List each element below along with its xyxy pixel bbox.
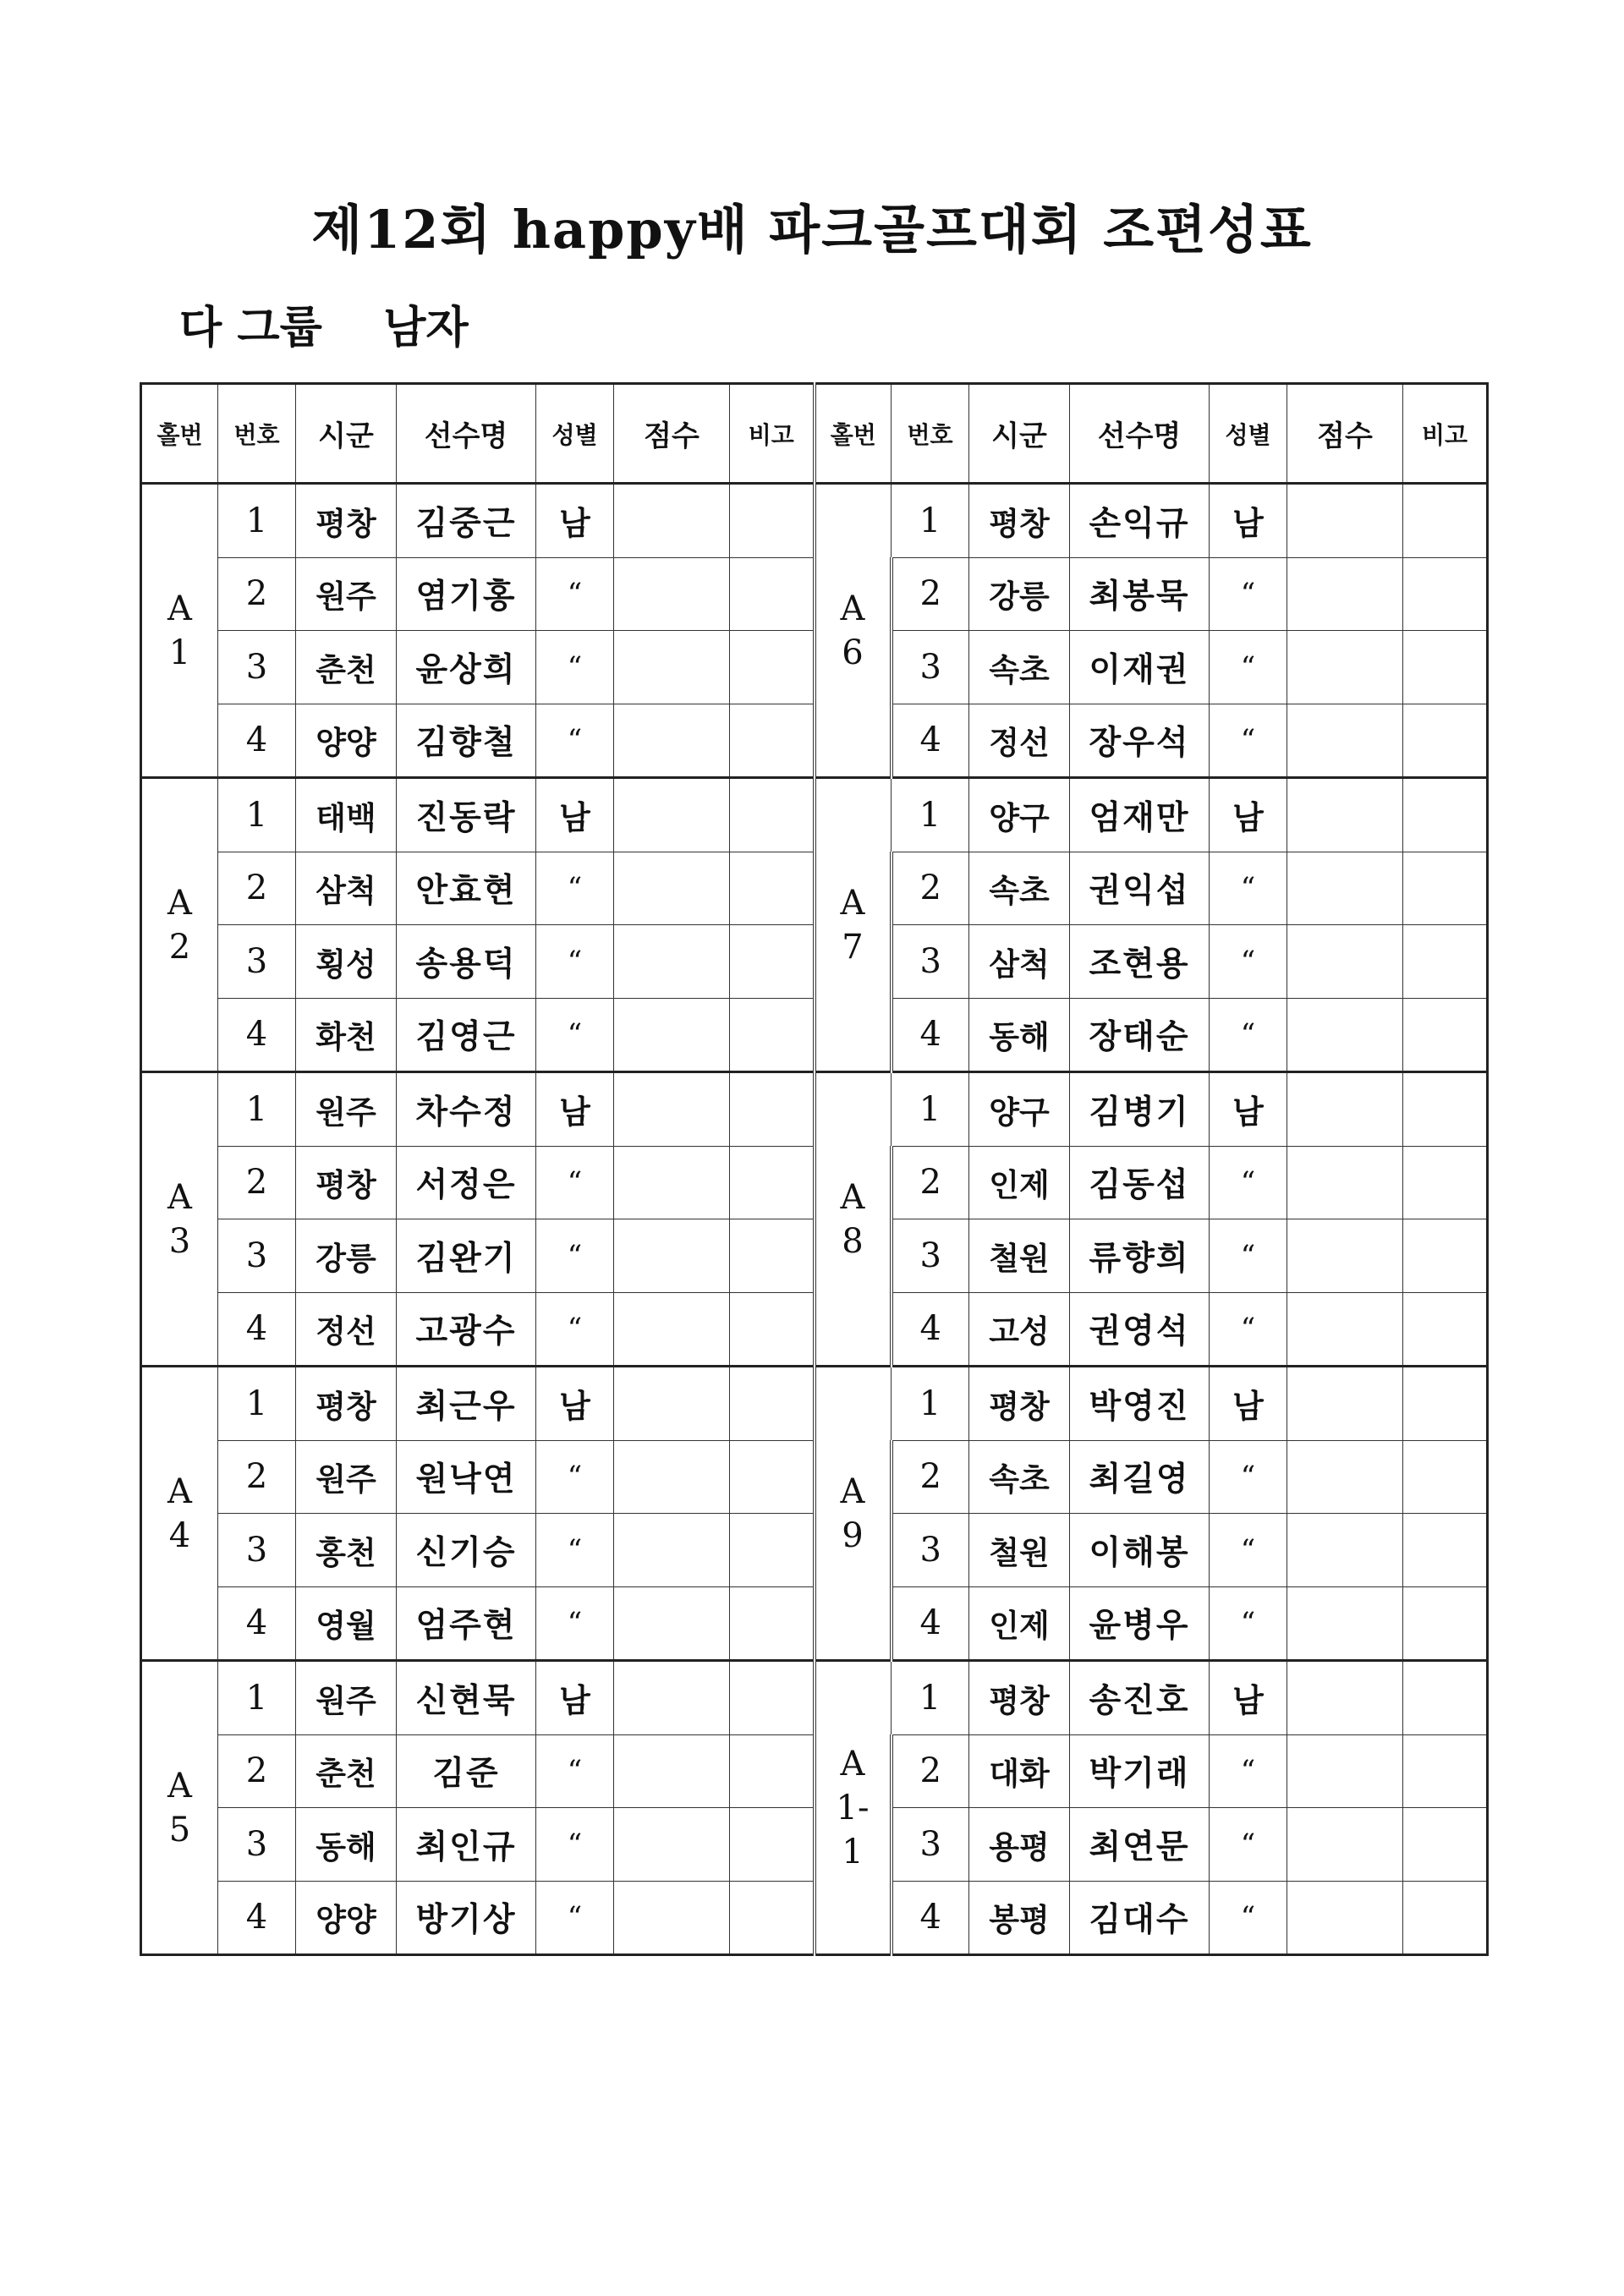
player-city: 속초 — [969, 852, 1070, 925]
header-city: 시군 — [296, 384, 397, 484]
remarks-cell[interactable] — [730, 704, 815, 778]
player-number: 3 — [218, 925, 296, 999]
player-gender: 남 — [536, 1661, 614, 1735]
hole-label: 1 — [842, 1832, 864, 1871]
player-number: 2 — [892, 1734, 969, 1808]
player-number: 3 — [892, 1808, 969, 1882]
score-cell[interactable] — [1287, 1881, 1403, 1955]
score-cell[interactable] — [1287, 1586, 1403, 1661]
page-title: 제12회 happy배 파크골프대회 조편성표 — [311, 199, 1313, 260]
player-gender: “ — [536, 1292, 614, 1367]
player-name: 장우석 — [1070, 704, 1210, 778]
hole-label: A — [840, 1744, 865, 1784]
player-city: 평창 — [296, 1146, 397, 1219]
player-city: 양구 — [969, 778, 1070, 852]
score-cell[interactable] — [1287, 557, 1403, 631]
player-city: 속초 — [969, 1440, 1070, 1514]
player-city: 철원 — [969, 1219, 1070, 1293]
player-city: 동해 — [296, 1808, 397, 1882]
player-city: 인제 — [969, 1146, 1070, 1219]
player-number: 1 — [892, 1661, 969, 1735]
remarks-cell[interactable] — [1403, 1661, 1488, 1735]
table-row — [141, 778, 1488, 852]
remarks-cell[interactable] — [1403, 1881, 1488, 1955]
player-city: 평창 — [969, 484, 1070, 558]
score-cell[interactable] — [614, 1661, 730, 1735]
hole-label: A — [167, 883, 192, 923]
player-name: 이재권 — [1070, 631, 1210, 704]
player-name: 고광수 — [397, 1292, 536, 1367]
score-cell[interactable] — [614, 925, 730, 999]
hole-label: A — [840, 589, 865, 628]
player-gender: “ — [536, 925, 614, 999]
table-row — [141, 1072, 1488, 1147]
player-city: 동해 — [969, 998, 1070, 1072]
remarks-cell[interactable] — [1403, 1146, 1488, 1219]
remarks-cell[interactable] — [730, 778, 815, 852]
player-gender: “ — [1210, 704, 1287, 778]
player-gender: “ — [1210, 1881, 1287, 1955]
player-number: 3 — [218, 1514, 296, 1587]
player-gender: “ — [536, 1808, 614, 1882]
remarks-cell[interactable] — [730, 1219, 815, 1293]
player-number: 3 — [218, 1219, 296, 1293]
player-number: 2 — [892, 852, 969, 925]
player-name: 최길영 — [1070, 1440, 1210, 1514]
player-name: 최봉묵 — [1070, 557, 1210, 631]
header-city: 시군 — [969, 384, 1070, 484]
player-gender: “ — [536, 704, 614, 778]
player-name: 차수정 — [397, 1072, 536, 1147]
player-gender: “ — [536, 1881, 614, 1955]
player-name: 손익규 — [1070, 484, 1210, 558]
player-name: 방기상 — [397, 1881, 536, 1955]
player-number: 2 — [218, 852, 296, 925]
remarks-cell[interactable] — [730, 1440, 815, 1514]
player-name: 송진호 — [1070, 1661, 1210, 1735]
player-city: 춘천 — [296, 1734, 397, 1808]
player-gender: “ — [1210, 852, 1287, 925]
score-cell[interactable] — [1287, 1072, 1403, 1147]
hole-cell — [815, 778, 892, 1072]
hole-label: 7 — [842, 927, 864, 967]
hole-label: A — [167, 589, 192, 628]
score-cell[interactable] — [1287, 1219, 1403, 1293]
player-name: 장태순 — [1070, 998, 1210, 1072]
hole-cell — [141, 484, 218, 778]
player-city: 영월 — [296, 1586, 397, 1661]
player-name: 최근우 — [397, 1367, 536, 1441]
player-city: 원주 — [296, 1661, 397, 1735]
player-gender: “ — [1210, 1146, 1287, 1219]
player-name: 서정은 — [397, 1146, 536, 1219]
header-player-name: 선수명 — [1070, 384, 1210, 484]
player-name: 김향철 — [397, 704, 536, 778]
player-city: 원주 — [296, 1440, 397, 1514]
player-name: 진동락 — [397, 778, 536, 852]
player-name: 박기래 — [1070, 1734, 1210, 1808]
hole-label: 5 — [168, 1810, 191, 1849]
player-name: 권영석 — [1070, 1292, 1210, 1367]
remarks-cell[interactable] — [730, 1734, 815, 1808]
header-remarks: 비고 — [1403, 384, 1488, 484]
player-name: 윤상희 — [397, 631, 536, 704]
remarks-cell[interactable] — [730, 852, 815, 925]
player-city: 태백 — [296, 778, 397, 852]
player-number: 1 — [892, 1367, 969, 1441]
header-gender: 성별 — [1210, 384, 1287, 484]
remarks-cell[interactable] — [1403, 1514, 1488, 1587]
score-cell[interactable] — [614, 1219, 730, 1293]
hole-cell — [141, 1072, 218, 1367]
player-city: 강릉 — [969, 557, 1070, 631]
roster-body — [141, 484, 1488, 1955]
player-city: 고성 — [969, 1292, 1070, 1367]
remarks-cell[interactable] — [730, 1146, 815, 1219]
score-cell[interactable] — [1287, 1808, 1403, 1882]
player-name: 윤병우 — [1070, 1586, 1210, 1661]
player-gender: 남 — [536, 484, 614, 558]
player-gender: “ — [1210, 1219, 1287, 1293]
score-cell[interactable] — [614, 631, 730, 704]
player-gender: “ — [1210, 1514, 1287, 1587]
header-score: 점수 — [1287, 384, 1403, 484]
remarks-cell[interactable] — [1403, 852, 1488, 925]
player-city: 원주 — [296, 557, 397, 631]
player-name: 김병기 — [1070, 1072, 1210, 1147]
player-gender: “ — [1210, 925, 1287, 999]
remarks-cell[interactable] — [730, 1661, 815, 1735]
hole-label: 9 — [842, 1515, 864, 1555]
player-gender: 남 — [1210, 1661, 1287, 1735]
remarks-cell[interactable] — [1403, 1367, 1488, 1441]
hole-label: A — [167, 1471, 192, 1511]
player-gender: “ — [1210, 998, 1287, 1072]
player-city: 대화 — [969, 1734, 1070, 1808]
player-gender: “ — [1210, 1586, 1287, 1661]
player-city: 평창 — [969, 1661, 1070, 1735]
player-city: 정선 — [969, 704, 1070, 778]
remarks-cell[interactable] — [730, 484, 815, 558]
remarks-cell[interactable] — [1403, 631, 1488, 704]
player-city: 홍천 — [296, 1514, 397, 1587]
player-gender: “ — [536, 557, 614, 631]
header-gender: 성별 — [536, 384, 614, 484]
remarks-cell[interactable] — [730, 1292, 815, 1367]
remarks-cell[interactable] — [730, 925, 815, 999]
player-gender: “ — [536, 1586, 614, 1661]
player-number: 2 — [218, 557, 296, 631]
player-name: 원낙연 — [397, 1440, 536, 1514]
hole-label: 2 — [168, 927, 191, 967]
player-number: 4 — [218, 704, 296, 778]
player-city: 인제 — [969, 1586, 1070, 1661]
player-gender: 남 — [536, 1367, 614, 1441]
player-gender: “ — [536, 1734, 614, 1808]
score-cell[interactable] — [614, 998, 730, 1072]
player-gender: “ — [1210, 631, 1287, 704]
score-cell[interactable] — [614, 852, 730, 925]
player-gender: “ — [536, 852, 614, 925]
hole-label: 8 — [842, 1221, 864, 1261]
player-name: 김준 — [397, 1734, 536, 1808]
remarks-cell[interactable] — [730, 1514, 815, 1587]
player-name: 신기승 — [397, 1514, 536, 1587]
player-number: 4 — [218, 1292, 296, 1367]
player-name: 신현묵 — [397, 1661, 536, 1735]
roster-table — [140, 382, 1489, 1956]
player-name: 송용덕 — [397, 925, 536, 999]
remarks-cell[interactable] — [1403, 557, 1488, 631]
header-number: 번호 — [218, 384, 296, 484]
score-cell[interactable] — [1287, 852, 1403, 925]
player-name: 김영근 — [397, 998, 536, 1072]
player-city: 양양 — [296, 1881, 397, 1955]
remarks-cell[interactable] — [1403, 1586, 1488, 1661]
player-gender: “ — [1210, 1734, 1287, 1808]
player-number: 1 — [218, 1367, 296, 1441]
player-city: 정선 — [296, 1292, 397, 1367]
player-name: 김중근 — [397, 484, 536, 558]
remarks-cell[interactable] — [1403, 484, 1488, 558]
player-number: 1 — [218, 1661, 296, 1735]
hole-cell — [815, 1661, 892, 1955]
hole-label: A — [840, 1177, 865, 1217]
player-number: 2 — [218, 1440, 296, 1514]
player-gender: “ — [1210, 1292, 1287, 1367]
remarks-cell[interactable] — [1403, 778, 1488, 852]
player-city: 원주 — [296, 1072, 397, 1147]
player-gender: 남 — [1210, 1367, 1287, 1441]
table-row — [141, 1661, 1488, 1735]
hole-label: A — [167, 1177, 192, 1217]
player-gender: “ — [536, 1514, 614, 1587]
player-name: 최인규 — [397, 1808, 536, 1882]
score-cell[interactable] — [614, 1367, 730, 1441]
remarks-cell[interactable] — [1403, 1808, 1488, 1882]
score-cell[interactable] — [1287, 1661, 1403, 1735]
hole-label: A — [167, 1766, 192, 1806]
player-name: 김완기 — [397, 1219, 536, 1293]
player-name: 박영진 — [1070, 1367, 1210, 1441]
player-name: 안효현 — [397, 852, 536, 925]
score-cell[interactable] — [1287, 1146, 1403, 1219]
player-number: 1 — [892, 778, 969, 852]
header-player-name: 선수명 — [397, 384, 536, 484]
player-gender: 남 — [1210, 484, 1287, 558]
player-gender: “ — [536, 1440, 614, 1514]
player-name: 김동섭 — [1070, 1146, 1210, 1219]
player-name: 엄재만 — [1070, 778, 1210, 852]
score-cell[interactable] — [1287, 1734, 1403, 1808]
score-cell[interactable] — [614, 1514, 730, 1587]
player-number: 3 — [892, 1219, 969, 1293]
player-name: 조현용 — [1070, 925, 1210, 999]
hole-cell — [815, 484, 892, 778]
score-cell[interactable] — [614, 704, 730, 778]
player-number: 4 — [218, 1586, 296, 1661]
player-city: 양양 — [296, 704, 397, 778]
player-city: 강릉 — [296, 1219, 397, 1293]
player-gender: “ — [1210, 1440, 1287, 1514]
player-number: 4 — [892, 1586, 969, 1661]
hole-label: A — [840, 1471, 865, 1511]
score-cell[interactable] — [1287, 1514, 1403, 1587]
player-city: 횡성 — [296, 925, 397, 999]
player-number: 2 — [892, 1440, 969, 1514]
hole-label: A — [840, 883, 865, 923]
score-cell[interactable] — [614, 1440, 730, 1514]
player-gender: “ — [1210, 1808, 1287, 1882]
player-number: 3 — [218, 631, 296, 704]
player-number: 4 — [892, 998, 969, 1072]
score-cell[interactable] — [1287, 631, 1403, 704]
table-row — [141, 1367, 1488, 1441]
hole-label: 1 — [168, 633, 191, 672]
player-number: 3 — [892, 631, 969, 704]
hole-label: 3 — [168, 1221, 191, 1261]
player-number: 3 — [892, 1514, 969, 1587]
remarks-cell[interactable] — [1403, 925, 1488, 999]
hole-cell — [141, 778, 218, 1072]
score-cell[interactable] — [1287, 1440, 1403, 1514]
player-city: 봉평 — [969, 1881, 1070, 1955]
player-city: 춘천 — [296, 631, 397, 704]
player-number: 2 — [892, 557, 969, 631]
player-city: 양구 — [969, 1072, 1070, 1147]
score-cell[interactable] — [1287, 1367, 1403, 1441]
remarks-cell[interactable] — [1403, 1292, 1488, 1367]
player-gender: “ — [536, 1146, 614, 1219]
score-cell[interactable] — [614, 1292, 730, 1367]
player-number: 1 — [892, 1072, 969, 1147]
table-row — [141, 484, 1488, 558]
score-cell[interactable] — [614, 1072, 730, 1147]
player-name: 최연문 — [1070, 1808, 1210, 1882]
player-city: 속초 — [969, 631, 1070, 704]
remarks-cell[interactable] — [1403, 998, 1488, 1072]
player-number: 1 — [218, 778, 296, 852]
player-name: 권익섭 — [1070, 852, 1210, 925]
player-number: 1 — [892, 484, 969, 558]
score-cell[interactable] — [1287, 925, 1403, 999]
hole-cell — [141, 1367, 218, 1661]
player-gender: 남 — [1210, 1072, 1287, 1147]
player-number: 1 — [218, 484, 296, 558]
player-city: 평창 — [969, 1367, 1070, 1441]
remarks-cell[interactable] — [1403, 1072, 1488, 1147]
player-number: 2 — [892, 1146, 969, 1219]
player-city: 삼척 — [296, 852, 397, 925]
player-gender: “ — [536, 998, 614, 1072]
player-number: 4 — [892, 1881, 969, 1955]
hole-cell — [141, 1661, 218, 1955]
remarks-cell[interactable] — [730, 1881, 815, 1955]
player-number: 3 — [892, 925, 969, 999]
remarks-cell[interactable] — [1403, 1734, 1488, 1808]
score-cell[interactable] — [1287, 998, 1403, 1072]
header-hole: 홀번 — [815, 384, 892, 484]
player-name: 이해봉 — [1070, 1514, 1210, 1587]
header-hole: 홀번 — [141, 384, 218, 484]
player-number: 4 — [218, 998, 296, 1072]
hole-label: 6 — [842, 633, 864, 672]
remarks-cell[interactable] — [1403, 1440, 1488, 1514]
hole-cell — [815, 1367, 892, 1661]
player-city: 삼척 — [969, 925, 1070, 999]
score-cell[interactable] — [614, 778, 730, 852]
score-cell[interactable] — [1287, 1292, 1403, 1367]
remarks-cell[interactable] — [730, 998, 815, 1072]
player-gender: 남 — [536, 1072, 614, 1147]
score-cell[interactable] — [614, 1734, 730, 1808]
player-gender: “ — [536, 1219, 614, 1293]
player-number: 3 — [218, 1808, 296, 1882]
player-number: 4 — [892, 1292, 969, 1367]
player-city: 평창 — [296, 1367, 397, 1441]
score-cell[interactable] — [614, 557, 730, 631]
score-cell[interactable] — [614, 1808, 730, 1882]
header-number: 번호 — [892, 384, 969, 484]
remarks-cell[interactable] — [730, 557, 815, 631]
player-name: 김대수 — [1070, 1881, 1210, 1955]
remarks-cell[interactable] — [1403, 704, 1488, 778]
player-name: 염기홍 — [397, 557, 536, 631]
score-cell[interactable] — [1287, 484, 1403, 558]
header-remarks: 비고 — [730, 384, 815, 484]
player-city: 용평 — [969, 1808, 1070, 1882]
score-cell[interactable] — [614, 1881, 730, 1955]
header-row — [141, 384, 1488, 484]
player-city: 평창 — [296, 484, 397, 558]
remarks-cell[interactable] — [730, 1586, 815, 1661]
player-gender: “ — [1210, 557, 1287, 631]
player-number: 2 — [218, 1146, 296, 1219]
remarks-cell[interactable] — [730, 1367, 815, 1441]
player-gender: 남 — [1210, 778, 1287, 852]
hole-label: 1- — [836, 1788, 870, 1827]
remarks-cell[interactable] — [730, 1808, 815, 1882]
player-gender: 남 — [536, 778, 614, 852]
player-number: 1 — [218, 1072, 296, 1147]
player-city: 철원 — [969, 1514, 1070, 1587]
remarks-cell[interactable] — [730, 1072, 815, 1147]
hole-cell — [815, 1072, 892, 1367]
remarks-cell[interactable] — [1403, 1219, 1488, 1293]
player-name: 엄주현 — [397, 1586, 536, 1661]
header-score: 점수 — [614, 384, 730, 484]
score-cell[interactable] — [614, 484, 730, 558]
player-name: 류향희 — [1070, 1219, 1210, 1293]
player-number: 4 — [218, 1881, 296, 1955]
player-city: 화천 — [296, 998, 397, 1072]
player-gender: “ — [536, 631, 614, 704]
hole-label: 4 — [168, 1515, 191, 1555]
score-cell[interactable] — [1287, 778, 1403, 852]
score-cell[interactable] — [614, 1146, 730, 1219]
player-number: 2 — [218, 1734, 296, 1808]
remarks-cell[interactable] — [730, 631, 815, 704]
score-cell[interactable] — [614, 1586, 730, 1661]
player-number: 4 — [892, 704, 969, 778]
score-cell[interactable] — [1287, 704, 1403, 778]
group-subtitle: 다 그룹 남자 — [179, 302, 469, 353]
